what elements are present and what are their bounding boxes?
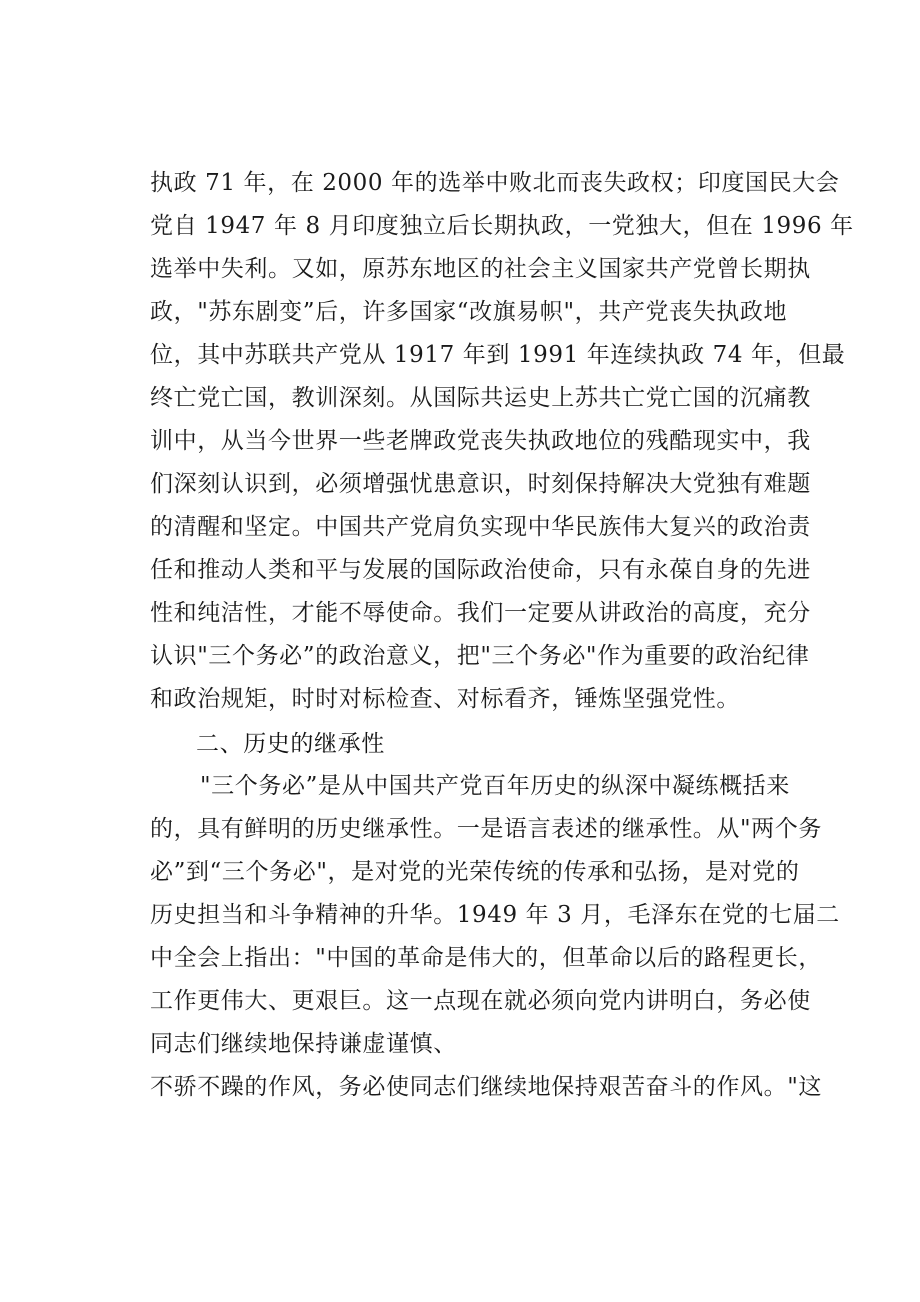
paragraph-2-line-4: 历史担当和斗争精神的升华。1949 年 3 月，毛泽东在党的七届二: [150, 902, 840, 928]
paragraph-1-line-6: 终亡党亡国，教训深刻。从国际共运史上苏共亡党亡国的沉痛教: [150, 385, 811, 411]
paragraph-2-line-6: 工作更伟大、更艰巨。这一点现在就必须向党内讲明白，务必使: [150, 988, 811, 1014]
paragraph-1-line-11: 性和纯洁性，才能不辱使命。我们一定要从讲政治的高度，充分: [150, 600, 811, 626]
paragraph-2-line-3: 必”到“三个务必"，是对党的光荣传统的传承和弘扬，是对党的: [150, 859, 800, 885]
paragraph-2-line-7: 同志们继续地保持谦虚谨慎、: [150, 1031, 457, 1057]
section-heading: 二、历史的继承性: [196, 731, 385, 757]
paragraph-1-line-13: 和政治规矩，时时对标检查、对标看齐，锤炼坚强党性。: [150, 686, 740, 712]
paragraph-1-line-1: 执政 71 年，在 2000 年的选举中败北而丧失政权；印度国民大会: [150, 170, 840, 196]
paragraph-2-line-2: 的，具有鲜明的历史继承性。一是语言表述的继承性。从"两个务: [150, 816, 822, 842]
paragraph-1-line-4: 政，"苏东剧变”后，许多国家“改旗易帜"，共产党丧失执政地: [150, 299, 788, 325]
paragraph-1-line-2: 党自 1947 年 8 月印度独立后长期执政，一党独大，但在 1996 年: [150, 213, 854, 239]
paragraph-1-line-3: 选举中失利。又如，原苏东地区的社会主义国家共产党曾长期执: [150, 256, 811, 282]
paragraph-1-line-12: 认识"三个务必”的政治意义，把"三个务必"作为重要的政治纪律: [150, 643, 810, 669]
paragraph-2-line-1: "三个务必”是从中国共产党百年历史的纵深中凝练概括来: [200, 773, 790, 799]
paragraph-1-line-7: 训中，从当今世界一些老牌政党丧失执政地位的残酷现实中，我: [150, 428, 811, 454]
paragraph-2-line-8: 不骄不躁的作风，务必使同志们继续地保持艰苦奋斗的作风。"这: [150, 1074, 822, 1100]
paragraph-1-line-10: 任和推动人类和平与发展的国际政治使命，只有永葆自身的先进: [150, 557, 811, 583]
paragraph-1-line-5: 位，其中苏联共产党从 1917 年到 1991 年连续执政 74 年，但最: [150, 342, 846, 368]
paragraph-1-line-8: 们深刻认识到，必须增强忧患意识，时刻保持解决大党独有难题: [150, 471, 811, 497]
paragraph-2-line-5: 中全会上指出："中国的革命是伟大的，但革命以后的路程更长，: [150, 945, 822, 971]
paragraph-1-line-9: 的清醒和坚定。中国共产党肩负实现中华民族伟大复兴的政治责: [150, 514, 811, 540]
